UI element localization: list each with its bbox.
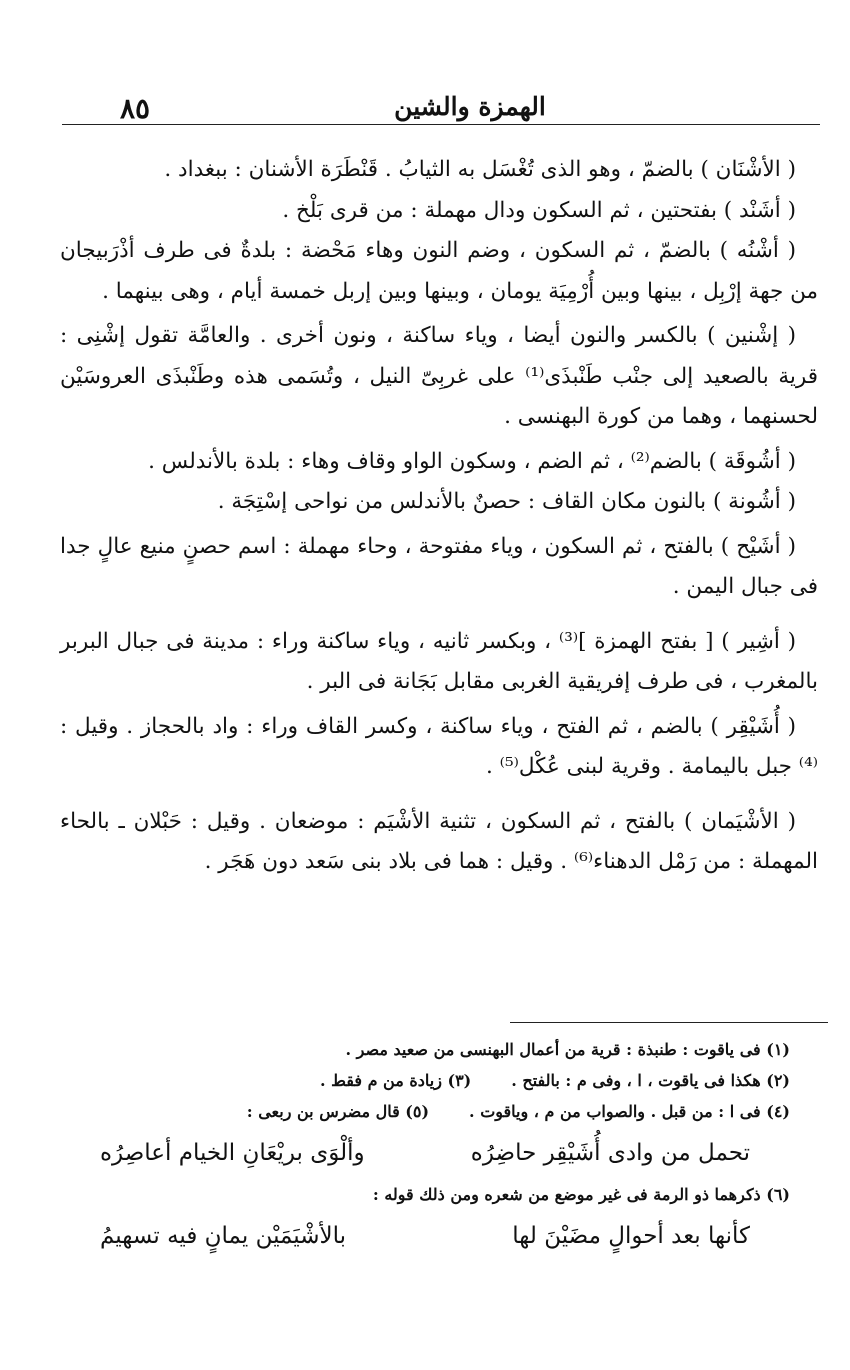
verse-2 (100, 1214, 750, 1258)
footnote-line-4-5 (60, 1096, 790, 1127)
body-text (60, 150, 818, 883)
entry-ashand: ( أشَنْد ) بفتحتين ، ثم السكون ودال مهملة : من قرى بَلْخ . (282, 197, 796, 223)
entry-ashir: ( أشِير ) [ بفتح الهمزة ]⁽³⁾ ، وبكسر ثانيه ، وياء ساكنة وراء : مدينة فى جبال البربر بالمغرب ، فى طرف إفريقية الغربى مقابل بَجَانة فى البر . (60, 628, 818, 694)
header-rule (62, 124, 820, 125)
entry-ushnuh: ( أشْنُه ) بالضمّ ، ثم السكون ، وضم النون وهاء مَحْضة : بلدةٌ فى طرف أذْرَبيجان من جهة إرْبِل ، بينها وبين أُرْمِيَة يومان ، وبينها وبين إربل خمسة أيام ، وهى بينهما . (60, 238, 818, 304)
footnote-4: (٤) فى ا : من قبل . والصواب من م ، وياقوت . (469, 1102, 790, 1121)
verse-1 (100, 1131, 750, 1175)
footnote-3: (٣) زيادة من م فقط . (319, 1071, 472, 1090)
running-title: الهمزة والشين (394, 92, 546, 121)
verse-1-hemistich-a: تحمل من وادى أُشَيْقِر حاضِرُه (470, 1140, 750, 1166)
footnote-1: (١) فى ياقوت : طنبذة : قرية من أعمال البهنسى من صعيد مصر . (345, 1040, 790, 1059)
page-header (120, 88, 820, 124)
entry-ashyah: ( أشَيْح ) بالفتح ، ثم السكون ، وياء مفتوحة ، وحاء مهملة : اسم حصنٍ منيع عالٍ جدا فى جبال اليمن . (60, 533, 818, 599)
entry-ushuna: ( أشُونة ) بالنون مكان القاف : حصنٌ بالأندلس من نواحى إسْتِجَة . (217, 489, 796, 514)
entry-ushayqir: ( أُشَيْقِر ) بالضم ، ثم الفتح ، وياء ساكنة ، وكسر القاف وراء : واد بالحجاز . وقيل :⁽⁴⁾ جبل باليمامة . وقرية لبنى عُكْل⁽⁵⁾ . (60, 713, 818, 779)
page-number: ٨٥ (120, 92, 151, 125)
entry-ushnan: ( الأشْنَان ) بالضمّ ، وهو الذى تُغْسَل به الثيابُ . قَنْطَرَة الأشنان : ببغداد . (164, 157, 796, 182)
entry-ashyaman: ( الأشْيَمان ) بالفتح ، ثم السكون ، تثنية الأشْيَم : موضعان . وقيل : حَبْلان ـ بالحاء المهملة : من رَمْل الدهناء⁽⁶⁾ . وقيل : هما فى بلاد بنى سَعد دون هَجَر . (60, 808, 818, 874)
verse-1-hemistich-b: وألْوَى بريْعَانِ الخيام أعاصِرُه (100, 1140, 365, 1166)
footnote-5: (٥) قال مضرس بن ربعى : (246, 1102, 430, 1121)
footnotes (60, 1034, 790, 1262)
footnote-rule (510, 1022, 828, 1023)
verse-2-hemistich-b: بالأشْيَمَيْن يمانٍ فيه تسهيمُ (100, 1223, 347, 1249)
verse-2-hemistich-a: كأنها بعد أحوالٍ مضَيْنَ لها (512, 1223, 750, 1249)
entry-ishnin: ( إشْنين ) بالكسر والنون أيضا ، وياء ساكنة ، ونون أخرى . والعامَّة تقول إشْنِى : قرية بالصعيد إلى جنْب طَنْبذَى⁽¹⁾ على غربِىّ النيل ، وتُسَمى هذه وطَنْبذَى العروسَيْن لحسنهما ، وهما من كورة البهنسى . (60, 323, 818, 429)
footnote-2: (٢) هكذا فى ياقوت ، ا ، وفى م : بالفتح . (511, 1071, 790, 1090)
footnote-line-2-3 (60, 1065, 790, 1096)
footnote-6: (٦) ذكرهما ذو الرمة فى غير موضع من شعره ومن ذلك قوله : (372, 1185, 790, 1204)
entry-ushuqa: ( أشُوقَة ) بالضم⁽²⁾ ، ثم الضم ، وسكون الواو وقاف وهاء : بلدة بالأندلس . (148, 448, 796, 474)
